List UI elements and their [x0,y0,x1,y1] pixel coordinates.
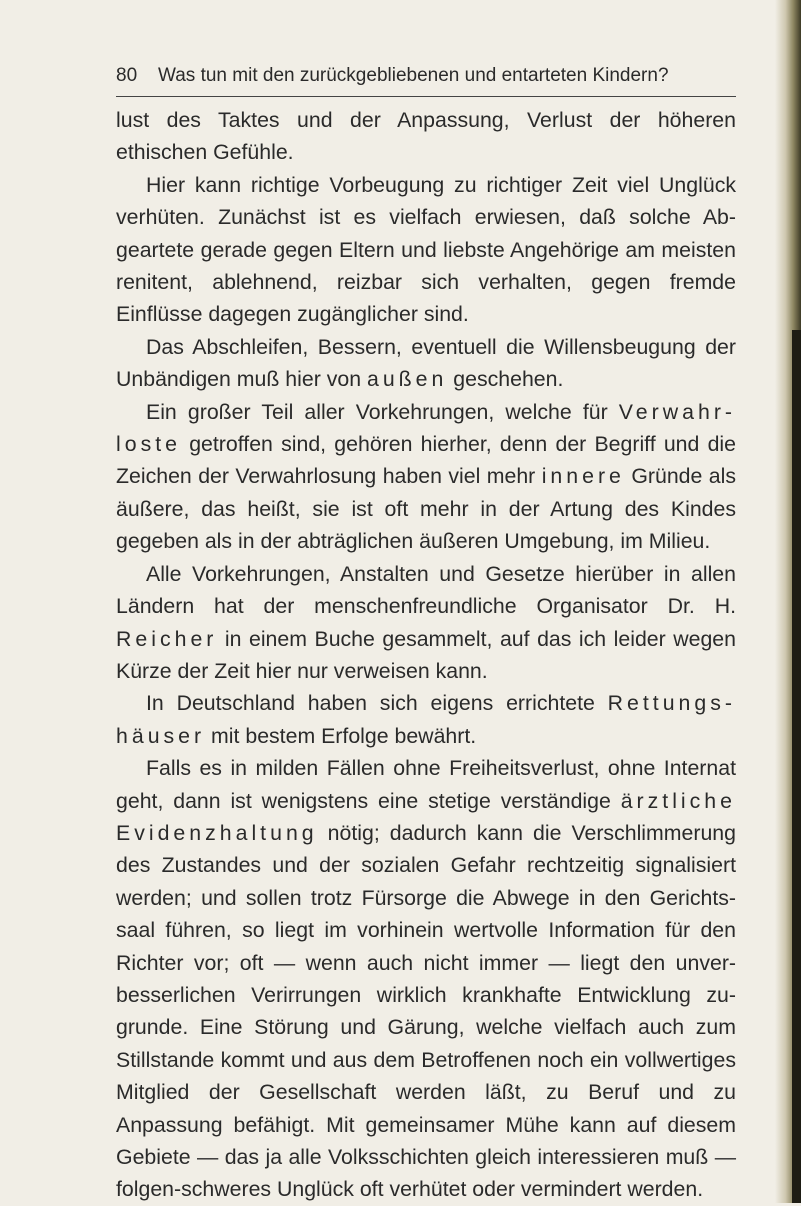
emphasis-evidenzhaltung: ärztliche Evidenzhaltung [116,788,736,845]
paragraph-abschleifen [116,331,736,396]
paragraph-vorbeugung: Hier kann richtige Vorbeugung zu richtiger Zeit viel Unglück verhüten. Zunächst ist es vielfach erwiesen, daß solche Ab-geartete gerade gegen Eltern und liebste Angehörige am meisten renitent, ablehnend, reizbar sich verhalten, gegen fremde Einflüsse dagegen zugänglicher sind. [116,172,736,327]
text-run: in einem Buche gesammelt, auf das ich leider wegen Kürze der Zeit hier nur verweisen kann. [116,626,736,683]
text-run: Falls es in milden Fällen ohne Freiheitsverlust, ohne Internat geht, dann ist wenigstens eine stetige verständige [116,756,736,813]
binding-edge [792,330,801,1203]
text-run: In Deutschland haben sich eigens errichtete [146,691,608,716]
emphasis-aussen: außen [366,367,448,392]
emphasis-rettungshaeuser: Rettungs-häuser [116,691,736,748]
emphasis-innere: innere [541,464,625,489]
paragraph-vorkehrungen [116,558,736,688]
body-text [116,104,736,1206]
text-run: nötig; dadurch kann die Verschlimmerung des Zustandes und der sozialen Gefahr rechtzeitig signalisiert werden; und sollen trotz Fürsorge die Abwege in den Gerichts-saal führen, so liegt im vorhinein wertvolle Information für den Richter vor; oft — wenn auch nicht immer — liegt den unver-besserlichen Verirrungen wirklich krankhafte Entwicklung zu-grunde. Eine Störung und Gärung, welche vielfach auch zum Stillstande kommt und aus dem Betroffenen noch ein vollwertiges Mitglied der Gesellschaft werden läßt, zu Beruf und zu Anpassung befähigt. Mit gemeinsamer Mühe kann auf diesem Gebiete — das ja alle Volksschichten gleich interessieren muß — folgen-schweres Unglück oft verhütet oder vermindert werden. [116,820,736,1202]
emphasis-verwahrloste: Verwahr-loste [116,399,736,457]
text-run: mit bestem Erfolge bewährt. [205,723,477,748]
emphasis-reicher: Reicher [116,626,218,651]
page-number: 80 [116,65,138,86]
text-run: Alle Vorkehrungen, Anstalten und Gesetze hierüber in allen Ländern hat der menschenfreundliche Organisator Dr. H. [116,561,736,619]
paragraph-rettungshaeuser [116,687,736,752]
paragraph-continuation: lust des Taktes und der Anpassung, Verlust der höheren ethischen Gefühle. [116,108,736,165]
text-run: Das Abschleifen, Bessern, eventuell die Willensbeugung der Unbändigen muß hier von [116,334,736,392]
running-title: Was tun mit den zurückgebliebenen und entarteten Kindern? [158,65,669,86]
text-run: Gründe als äußere, das heißt, sie ist oft mehr in der Artung des Kindes gegeben als in der abträglichen äußeren Umgebung, im Milieu. [116,464,736,554]
text-run: Ein großer Teil aller Vorkehrungen, welche für [146,399,619,424]
paragraph-verwahrloste [116,396,736,558]
text-run: geschehen. [447,367,564,392]
running-header [116,62,736,97]
paragraph-evidenzhaltung [116,752,736,1206]
text-run: getroffen sind, gehören hierher, denn der Begriff und die Zeichen der Verwahrlosung haben viel mehr [116,432,736,489]
